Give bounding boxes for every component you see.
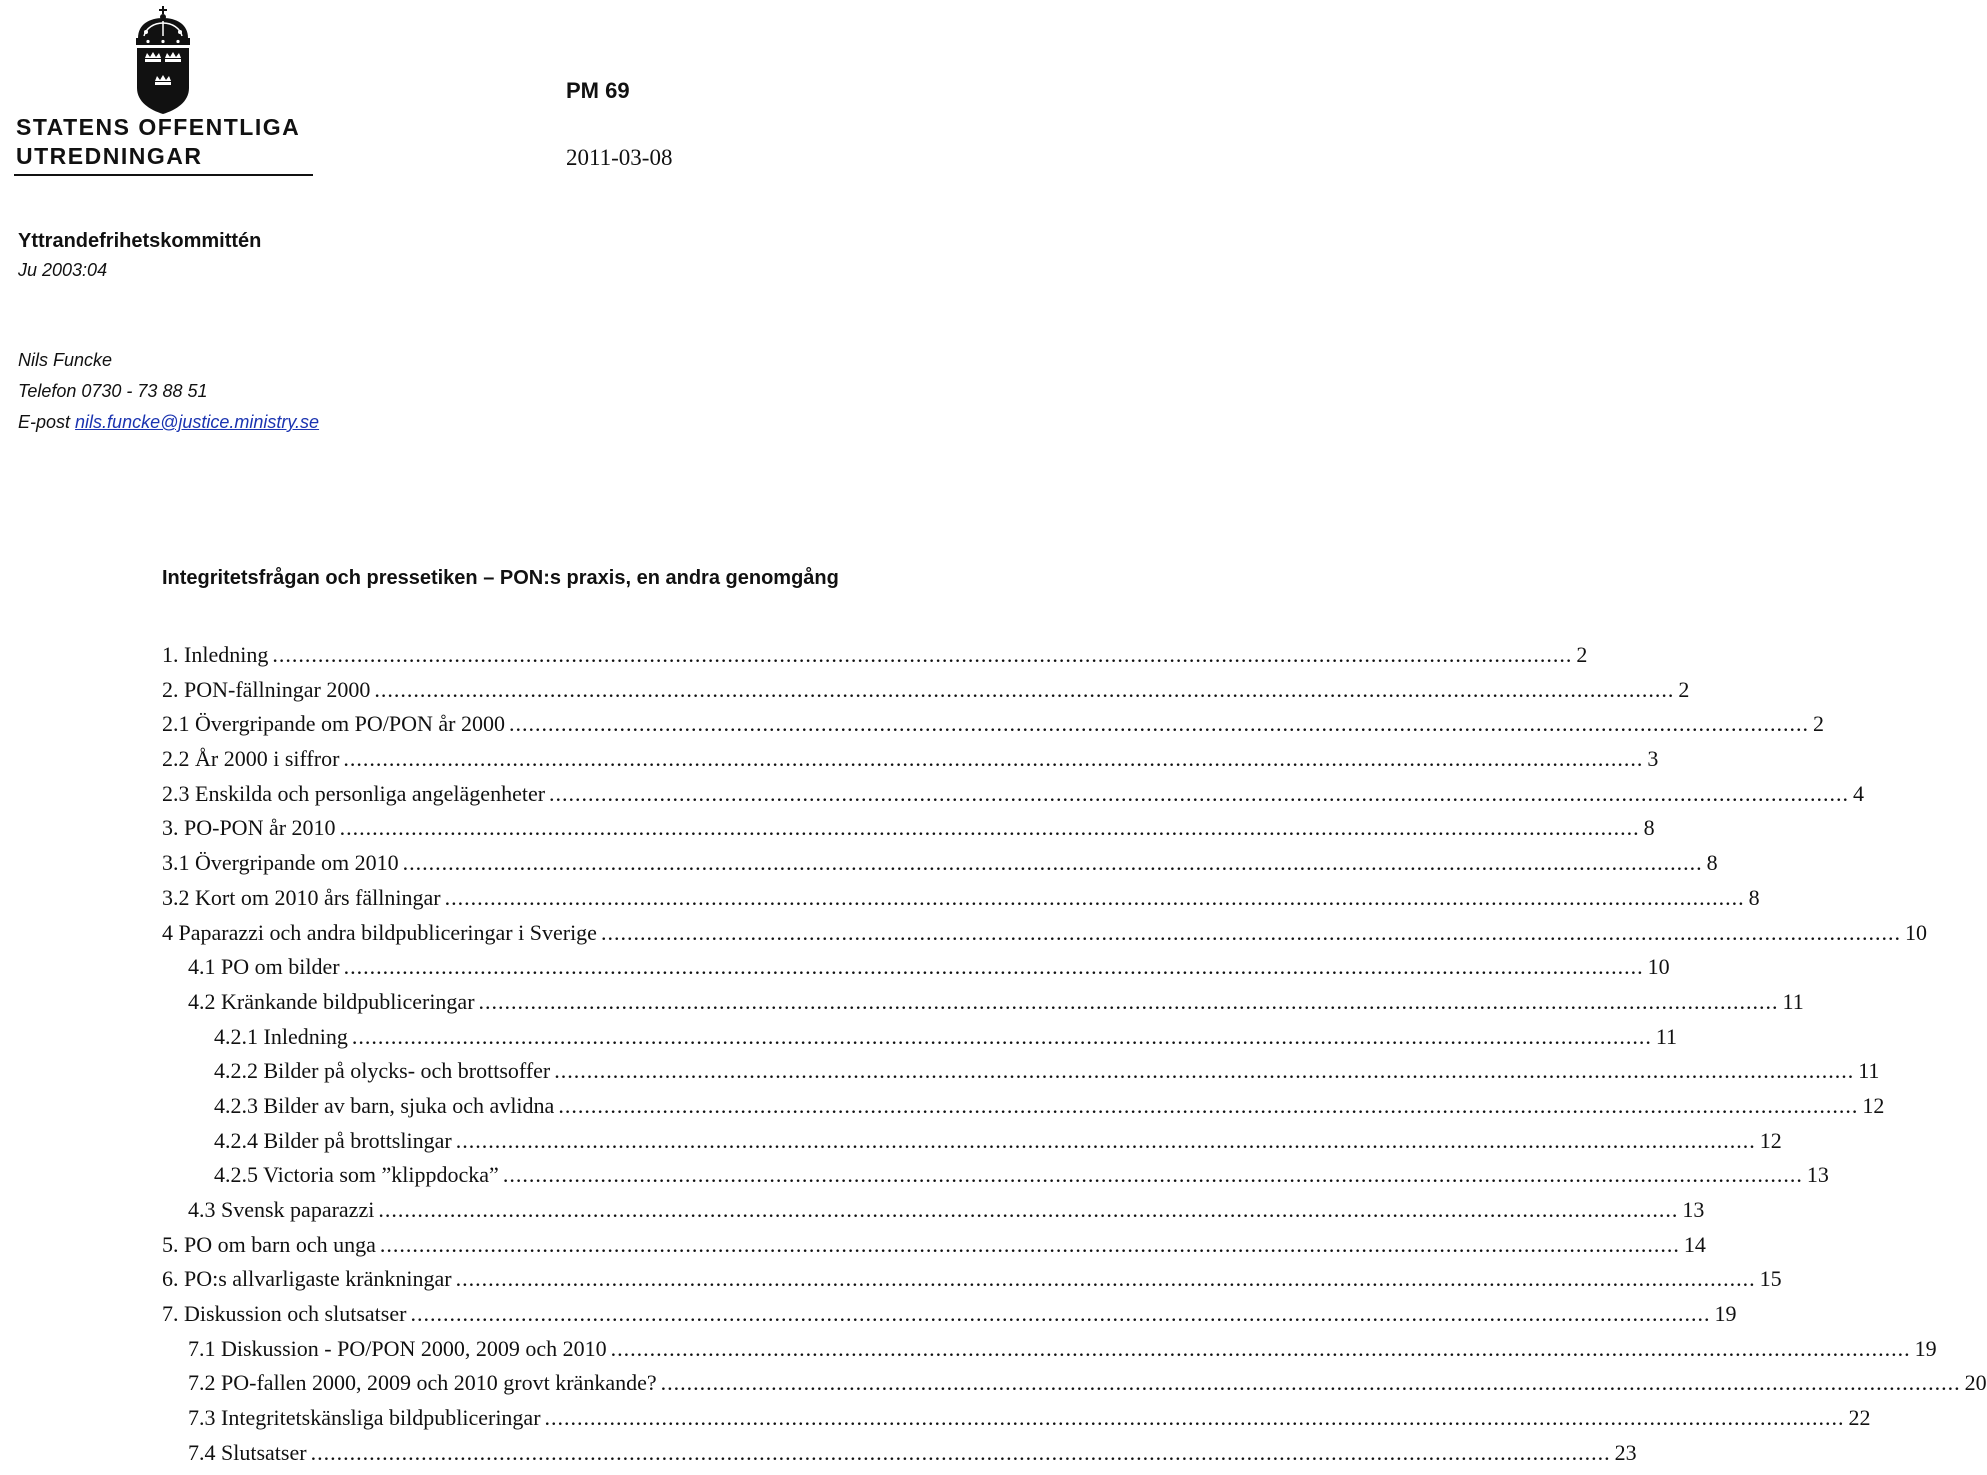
toc-entry-label: 2.2 År 2000 i siffror: [162, 746, 340, 772]
toc-entry-page: 14: [1683, 1231, 1706, 1257]
toc-entry-page: 3: [1647, 746, 1659, 772]
crest-icon: [128, 4, 198, 116]
toc-entry-label: 3. PO-PON år 2010: [162, 815, 336, 841]
toc-dot-leader: ........................................................................................................................................................................................................: [455, 1127, 1756, 1153]
toc-entry-page: 20: [1964, 1370, 1987, 1396]
toc-dot-leader: ........................................................................................................................................................................................................: [343, 746, 1644, 772]
toc-entry-page: 22: [1848, 1405, 1871, 1431]
toc-entry[interactable]: [162, 746, 1659, 781]
contact-email-label: E-post: [18, 412, 71, 432]
toc-entry-page: 8: [1748, 884, 1760, 910]
toc-entry-page: 11: [1782, 988, 1804, 1014]
toc-entry[interactable]: [162, 988, 1804, 1024]
toc-entry[interactable]: [162, 1335, 1937, 1371]
toc-entry[interactable]: [162, 1370, 1987, 1405]
toc-entry-label: 4.2.3 Bilder av barn, sjuka och avlidna: [214, 1092, 555, 1118]
toc-entry-label: 4.3 Svensk paparazzi: [188, 1197, 375, 1222]
toc-dot-leader: ........................................................................................................................................................................................................: [339, 815, 1640, 841]
toc-entry-label: 4.2.4 Bilder på brottslingar: [214, 1127, 452, 1153]
toc-entry[interactable]: [162, 1231, 1706, 1267]
contact-name: Nils Funcke: [18, 350, 113, 370]
toc-entry-label: 4.1 PO om bilder: [188, 954, 340, 980]
toc-entry-label: 6. PO:s allvarligaste kränkningar: [162, 1266, 452, 1292]
toc-entry-page: 13: [1682, 1197, 1705, 1222]
toc-entry[interactable]: [162, 1266, 1782, 1301]
toc-dot-leader: ........................................................................................................................................................................................................: [502, 1162, 1803, 1188]
toc-entry-label: 7.1 Diskussion - PO/PON 2000, 2009 och 2010: [188, 1335, 607, 1361]
toc-entry[interactable]: [162, 1058, 1880, 1093]
toc-entry-label: 4.2.1 Inledning: [214, 1023, 348, 1049]
toc-entry-page: 12: [1759, 1127, 1782, 1153]
toc-entry-label: 2. PON-fällningar 2000: [162, 676, 371, 702]
toc-entry-page: 10: [1904, 919, 1927, 945]
toc-entry[interactable]: [162, 1162, 1829, 1197]
toc-entry[interactable]: [162, 884, 1760, 920]
toc-entry-label: 3.2 Kort om 2010 års fällningar: [162, 884, 441, 910]
toc-entry[interactable]: [162, 642, 1588, 677]
contact-email-link[interactable]: nils.funcke@justice.ministry.se: [75, 412, 320, 432]
toc-entry-page: 8: [1643, 815, 1655, 841]
toc-dot-leader: ........................................................................................................................................................................................................: [455, 1266, 1756, 1292]
toc-entry-page: 4: [1853, 780, 1865, 806]
logo-divider: [14, 174, 313, 176]
toc-dot-leader: ........................................................................................................................................................................................................: [379, 1231, 1680, 1257]
logo-line-2: UTREDNINGAR: [16, 143, 203, 169]
toc-dot-leader: ........................................................................................................................................................................................................: [558, 1092, 1859, 1118]
toc-dot-leader: ........................................................................................................................................................................................................: [374, 676, 1675, 702]
contact-email-row: [18, 412, 319, 433]
toc-entry-page: 2: [1678, 676, 1690, 702]
toc-dot-leader: ........................................................................................................................................................................................................: [610, 1335, 1911, 1361]
toc-entry[interactable]: [162, 1023, 1678, 1059]
toc-dot-leader: ........................................................................................................................................................................................................: [660, 1370, 1961, 1396]
toc-entry[interactable]: [162, 1127, 1782, 1163]
document-date: 2011-03-08: [566, 145, 673, 170]
toc-entry[interactable]: [162, 1301, 1737, 1336]
toc-entry-label: 7.3 Integritetskänsliga bildpubliceringar: [188, 1405, 541, 1431]
toc-dot-leader: ........................................................................................................................................................................................................: [444, 884, 1745, 910]
toc-dot-leader: ........................................................................................................................................................................................................: [310, 1439, 1611, 1465]
toc-entry-label: 7.2 PO-fallen 2000, 2009 och 2010 grovt kränkande?: [188, 1370, 657, 1396]
toc-entry-label: 1. Inledning: [162, 642, 269, 667]
toc-entry[interactable]: [162, 711, 1824, 746]
toc-entry-page: 10: [1647, 954, 1670, 980]
toc-entry-page: 8: [1706, 850, 1718, 876]
logo-line-1: STATENS OFFENTLIGA: [16, 114, 301, 140]
toc-entry[interactable]: [162, 1405, 1871, 1440]
toc-entry-label: 4.2.2 Bilder på olycks- och brottsoffer: [214, 1058, 551, 1084]
toc-entry-label: 4 Paparazzi och andra bildpubliceringar i Sverige: [162, 919, 597, 945]
toc-dot-leader: ........................................................................................................................................................................................................: [410, 1301, 1711, 1327]
toc-entry[interactable]: [162, 850, 1718, 885]
committee-name: Yttrandefrihetskommittén: [18, 230, 262, 252]
toc-dot-leader: ........................................................................................................................................................................................................: [402, 850, 1703, 876]
toc-dot-leader: ........................................................................................................................................................................................................: [509, 711, 1809, 737]
contact-phone: Telefon 0730 - 73 88 51: [18, 381, 208, 401]
toc-entry-page: 15: [1759, 1266, 1782, 1292]
toc-entry-label: 4.2 Kränkande bildpubliceringar: [188, 988, 475, 1014]
toc-entry-page: 12: [1862, 1092, 1885, 1118]
toc-entry[interactable]: [162, 676, 1690, 712]
toc-entry-page: 13: [1806, 1162, 1829, 1188]
toc-entry-label: 7.4 Slutsatser: [188, 1439, 307, 1465]
toc-entry-page: 23: [1614, 1439, 1637, 1465]
toc-entry-page: 19: [1714, 1301, 1737, 1327]
toc-entry-label: 2.3 Enskilda och personliga angelägenheter: [162, 780, 546, 806]
document-number: PM 69: [566, 78, 630, 103]
toc-entry[interactable]: [162, 1439, 1637, 1475]
table-of-contents: [162, 642, 1987, 1475]
sou-logo: [14, 4, 314, 176]
toc-entry-label: 7. Diskussion och slutsatser: [162, 1301, 407, 1327]
toc-entry[interactable]: [162, 780, 1865, 816]
toc-entry-label: 5. PO om barn och unga: [162, 1231, 376, 1257]
toc-entry-page: 19: [1914, 1335, 1937, 1361]
toc-entry-page: 2: [1576, 642, 1588, 667]
toc-entry-page: 11: [1655, 1023, 1678, 1049]
committee-reference: Ju 2003:04: [18, 260, 108, 280]
toc-entry-page: 11: [1858, 1058, 1880, 1084]
toc-entry-label: 3.1 Övergripande om 2010: [162, 850, 399, 876]
toc-dot-leader: ........................................................................................................................................................................................................: [343, 954, 1644, 980]
toc-entry[interactable]: [162, 1092, 1885, 1128]
toc-dot-leader: ........................................................................................................................................................................................................: [549, 780, 1850, 806]
toc-dot-leader: ........................................................................................................................................................................................................: [478, 988, 1779, 1014]
toc-dot-leader: ........................................................................................................................................................................................................: [351, 1023, 1652, 1049]
toc-entry-label: 2.1 Övergripande om PO/PON år 2000: [162, 711, 505, 737]
toc-dot-leader: ........................................................................................................................................................................................................: [544, 1405, 1845, 1431]
toc-dot-leader: ........................................................................................................................................................................................................: [378, 1197, 1679, 1222]
document-title: Integritetsfrågan och pressetiken – PON:s praxis, en andra genomgång: [162, 567, 839, 589]
toc-dot-leader: ........................................................................................................................................................................................................: [600, 919, 1901, 945]
toc-entry[interactable]: [162, 954, 1670, 989]
toc-entry-label: 4.2.5 Victoria som ”klippdocka”: [214, 1162, 499, 1188]
toc-dot-leader: ........................................................................................................................................................................................................: [554, 1058, 1855, 1084]
toc-dot-leader: ........................................................................................................................................................................................................: [272, 642, 1573, 667]
toc-entry[interactable]: [162, 1197, 1705, 1232]
toc-entry[interactable]: [162, 919, 1927, 955]
toc-entry-page: 2: [1813, 711, 1824, 737]
toc-entry[interactable]: [162, 815, 1655, 850]
